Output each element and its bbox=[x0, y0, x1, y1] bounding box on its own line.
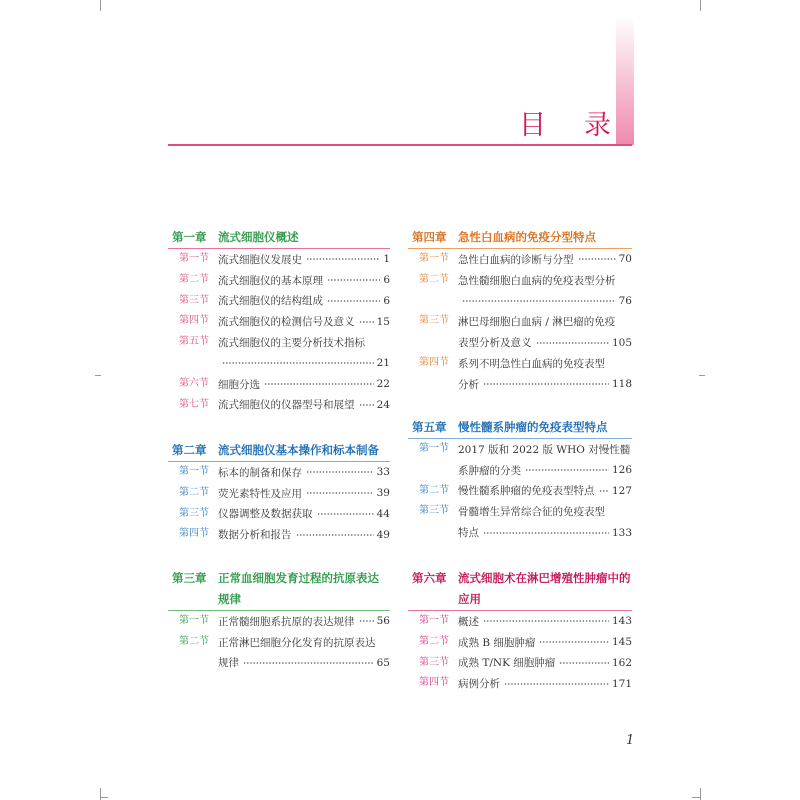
chapter-block bbox=[412, 568, 632, 694]
section-text bbox=[218, 524, 390, 545]
section-title: 规律 bbox=[218, 657, 239, 670]
section-title-line bbox=[218, 249, 390, 270]
dot-leader bbox=[599, 489, 609, 493]
toc-entry bbox=[172, 332, 390, 374]
section-title-line bbox=[458, 291, 632, 312]
crop-mark bbox=[692, 797, 700, 798]
toc-entry bbox=[172, 311, 390, 332]
section-title-line bbox=[218, 462, 390, 483]
dot-leader bbox=[483, 382, 609, 386]
section-text bbox=[458, 501, 632, 543]
chapter-title bbox=[458, 227, 596, 248]
page-reference: 145 bbox=[611, 636, 632, 649]
section-title-line bbox=[458, 374, 632, 395]
chapter-number: 第四章 bbox=[412, 230, 447, 244]
section-title-line bbox=[458, 439, 632, 460]
dot-leader bbox=[306, 470, 374, 474]
section-title-line bbox=[218, 291, 390, 312]
crop-mark bbox=[700, 0, 701, 11]
section-title: 特点 bbox=[458, 527, 479, 540]
section-text bbox=[218, 332, 390, 374]
section-title: 数据分析和报告 bbox=[218, 529, 292, 542]
section-title-line bbox=[218, 353, 390, 374]
section-number: 第七节 bbox=[179, 398, 209, 410]
chapter-number: 第三章 bbox=[172, 571, 207, 585]
toc-entry bbox=[412, 611, 632, 632]
chapter-title-line: 规律 bbox=[218, 592, 241, 606]
chapter-number: 第一章 bbox=[172, 230, 207, 244]
section-title-line bbox=[458, 653, 632, 674]
crop-mark bbox=[100, 788, 101, 800]
section-number: 第四节 bbox=[179, 315, 209, 327]
section-number: 第二节 bbox=[419, 484, 449, 496]
chapter-block bbox=[172, 440, 390, 545]
section-title-line bbox=[458, 311, 632, 332]
section-title-line bbox=[218, 653, 390, 674]
toc-entry bbox=[172, 504, 390, 525]
page-reference: 162 bbox=[611, 656, 632, 669]
section-text bbox=[458, 611, 632, 632]
section-number: 第二节 bbox=[179, 486, 209, 498]
section-title-line bbox=[458, 270, 632, 291]
dot-leader bbox=[243, 661, 374, 665]
page-reference: 22 bbox=[376, 378, 390, 391]
dot-leader bbox=[327, 278, 380, 282]
chapter-heading bbox=[408, 417, 632, 439]
section-title: 分析 bbox=[458, 378, 479, 391]
chapter-heading bbox=[408, 568, 632, 611]
section-title: 细胞分选 bbox=[218, 378, 260, 391]
page-reference: 133 bbox=[611, 526, 632, 539]
section-number: 第三节 bbox=[179, 294, 209, 306]
section-text bbox=[218, 483, 390, 504]
section-text bbox=[458, 249, 632, 270]
page-reference: 6 bbox=[383, 274, 390, 287]
section-title-line bbox=[218, 311, 390, 332]
section-title-line bbox=[218, 395, 390, 416]
chapter-heading bbox=[168, 568, 390, 611]
toc-entry bbox=[172, 395, 390, 416]
chapter-block bbox=[172, 568, 390, 673]
section-title-line bbox=[218, 374, 390, 395]
page-reference: 21 bbox=[376, 357, 390, 370]
toc-entry bbox=[412, 481, 632, 502]
section-number: 第六节 bbox=[179, 377, 209, 389]
section-title-line bbox=[218, 332, 390, 353]
page-reference: 49 bbox=[376, 528, 390, 541]
section-title: 仪器调整及数据获取 bbox=[218, 508, 313, 521]
section-title-line bbox=[458, 522, 632, 543]
section-number: 第二节 bbox=[419, 273, 449, 285]
section-text bbox=[458, 632, 632, 653]
section-text bbox=[458, 353, 632, 395]
dot-leader bbox=[264, 382, 374, 386]
dot-leader bbox=[317, 512, 374, 516]
toc-entry bbox=[172, 483, 390, 504]
dot-leader bbox=[483, 619, 609, 623]
toc-entry bbox=[412, 501, 632, 543]
toc-entry bbox=[172, 462, 390, 483]
section-title-line bbox=[218, 611, 390, 632]
page-reference: 6 bbox=[383, 294, 390, 307]
section-title: 系肿瘤的分类 bbox=[458, 464, 521, 477]
page-reference: 15 bbox=[376, 315, 390, 328]
page-number: 1 bbox=[626, 733, 635, 748]
page-reference: 76 bbox=[618, 294, 632, 307]
page-reference: 105 bbox=[611, 336, 632, 349]
section-text bbox=[218, 249, 390, 270]
section-number: 第二节 bbox=[419, 635, 449, 647]
section-text bbox=[458, 311, 632, 353]
dot-leader bbox=[536, 341, 609, 345]
section-text bbox=[458, 653, 632, 674]
dot-leader bbox=[296, 533, 374, 537]
section-text bbox=[218, 374, 390, 395]
section-title-line bbox=[218, 270, 390, 291]
section-number: 第四节 bbox=[419, 356, 449, 368]
section-title: 流式细胞仪发展史 bbox=[218, 253, 302, 266]
crop-mark bbox=[699, 375, 705, 376]
section-title-line bbox=[458, 673, 632, 694]
section-title-line bbox=[458, 249, 632, 270]
chapter-block bbox=[172, 227, 390, 415]
toc-entry bbox=[412, 270, 632, 312]
section-title: 病例分析 bbox=[458, 678, 500, 691]
section-number: 第五节 bbox=[179, 336, 209, 348]
section-title: 流式细胞仪的仪器型号和展望 bbox=[218, 399, 355, 412]
chapter-number: 第六章 bbox=[412, 571, 447, 585]
toc-entry bbox=[172, 270, 390, 291]
dot-leader bbox=[222, 361, 374, 365]
chapter-title bbox=[458, 417, 608, 438]
section-number: 第四节 bbox=[419, 677, 449, 689]
chapter-heading bbox=[168, 227, 390, 249]
section-title: 流式细胞仪的检测信号及意义 bbox=[218, 316, 355, 329]
section-number: 第一节 bbox=[419, 615, 449, 626]
toc-entry bbox=[412, 673, 632, 694]
toc-entry bbox=[412, 439, 632, 481]
section-title: 标本的制备和保存 bbox=[218, 466, 302, 479]
page-reference: 171 bbox=[611, 677, 632, 690]
toc-entry bbox=[412, 632, 632, 653]
dot-leader bbox=[504, 682, 609, 686]
section-title: 正常淋巴细胞分化发育的抗原表达 bbox=[218, 636, 376, 649]
section-text bbox=[218, 611, 390, 632]
crop-mark bbox=[95, 375, 101, 376]
toc-entry bbox=[172, 524, 390, 545]
section-title-line bbox=[218, 524, 390, 545]
section-text bbox=[218, 462, 390, 483]
chapter-title bbox=[218, 440, 379, 461]
section-title: 慢性髓系肿瘤的免疫表型特点 bbox=[458, 485, 595, 498]
section-number: 第二节 bbox=[179, 635, 209, 647]
chapter-title-line: 应用 bbox=[458, 592, 481, 606]
section-number: 第二节 bbox=[179, 273, 209, 285]
page-reference: 39 bbox=[376, 487, 390, 500]
chapter-title-line: 流式细胞术在淋巴增殖性肿瘤中的 bbox=[458, 571, 631, 585]
chapter-title bbox=[458, 568, 631, 610]
section-title: 成熟 T/NK 细胞肿瘤 bbox=[458, 657, 556, 670]
page-reference: 118 bbox=[611, 378, 632, 391]
dot-leader bbox=[359, 619, 374, 623]
toc-entry bbox=[172, 291, 390, 312]
page-reference: 33 bbox=[376, 466, 390, 479]
page-reference: 127 bbox=[611, 484, 632, 497]
dot-leader bbox=[462, 299, 616, 303]
chapter-number: 第二章 bbox=[172, 443, 207, 457]
dot-leader bbox=[539, 640, 609, 644]
chapter-title bbox=[218, 227, 299, 248]
dot-leader bbox=[359, 320, 374, 324]
section-text bbox=[218, 504, 390, 525]
section-title: 流式细胞仪的结构组成 bbox=[218, 295, 323, 308]
toc-entry bbox=[412, 311, 632, 353]
section-text bbox=[458, 481, 632, 502]
page-title: 目录 bbox=[519, 110, 649, 141]
section-title: 表型分析及意义 bbox=[458, 337, 532, 350]
section-title: 淋巴母细胞白血病 / 淋巴瘤的免疫 bbox=[458, 316, 616, 329]
section-text bbox=[218, 311, 390, 332]
chapter-block bbox=[412, 227, 632, 395]
chapter-title bbox=[218, 568, 379, 610]
chapter-title-line: 急性白血病的免疫分型特点 bbox=[458, 230, 596, 244]
section-text bbox=[218, 395, 390, 416]
page-reference: 65 bbox=[376, 656, 390, 669]
dot-leader bbox=[327, 299, 380, 303]
section-number: 第三节 bbox=[179, 507, 209, 519]
crop-mark bbox=[100, 0, 101, 11]
toc-entry bbox=[172, 249, 390, 270]
chapter-block bbox=[412, 417, 632, 543]
chapter-number: 第五章 bbox=[412, 420, 447, 434]
section-title-line bbox=[458, 460, 632, 481]
dot-leader bbox=[306, 491, 374, 495]
section-title: 骨髓增生异常综合征的免疫表型 bbox=[458, 506, 605, 519]
section-title: 概述 bbox=[458, 615, 479, 628]
section-title: 2017 版和 2022 版 WHO 对慢性髓 bbox=[458, 443, 631, 456]
section-title: 流式细胞仪的主要分析技术指标 bbox=[218, 337, 365, 350]
page-reference: 70 bbox=[618, 253, 632, 266]
dot-leader bbox=[306, 257, 380, 261]
toc-column-right bbox=[412, 0, 635, 800]
chapter-heading bbox=[408, 227, 632, 249]
section-title-line bbox=[458, 481, 632, 502]
crop-mark bbox=[700, 788, 701, 800]
section-text bbox=[218, 291, 390, 312]
section-number: 第四节 bbox=[179, 528, 209, 540]
dot-leader bbox=[359, 403, 374, 407]
chapter-title-line: 正常血细胞发育过程的抗原表达 bbox=[218, 571, 379, 585]
crop-mark bbox=[100, 797, 108, 798]
section-title: 荧光素特性及应用 bbox=[218, 487, 302, 500]
section-title: 流式细胞仪的基本原理 bbox=[218, 274, 323, 287]
toc-column-left bbox=[172, 0, 390, 800]
section-number: 第一节 bbox=[179, 466, 209, 477]
section-title: 系列不明急性白血病的免疫表型 bbox=[458, 357, 605, 370]
page-reference: 126 bbox=[611, 464, 632, 477]
section-number: 第三节 bbox=[419, 315, 449, 327]
chapter-title-line: 慢性髓系肿瘤的免疫表型特点 bbox=[458, 420, 608, 434]
toc-entry bbox=[172, 611, 390, 632]
section-title-line bbox=[458, 611, 632, 632]
toc-entry bbox=[412, 353, 632, 395]
page-reference: 1 bbox=[383, 253, 390, 266]
section-title: 正常髓细胞系抗原的表达规律 bbox=[218, 615, 355, 628]
dot-leader bbox=[578, 257, 616, 261]
section-number: 第一节 bbox=[419, 253, 449, 264]
toc-entry bbox=[412, 653, 632, 674]
section-number: 第一节 bbox=[419, 443, 449, 454]
page-reference: 56 bbox=[376, 615, 390, 628]
chapter-title-line: 流式细胞仪基本操作和标本制备 bbox=[218, 443, 379, 457]
page-reference: 44 bbox=[376, 507, 390, 520]
section-number: 第一节 bbox=[179, 615, 209, 626]
section-text bbox=[218, 632, 390, 674]
page-reference: 24 bbox=[376, 398, 390, 411]
section-title: 成熟 B 细胞肿瘤 bbox=[458, 636, 536, 649]
section-title: 急性白血病的诊断与分型 bbox=[458, 253, 574, 266]
section-title-line bbox=[458, 332, 632, 353]
toc-entry bbox=[172, 374, 390, 395]
toc-entry bbox=[412, 249, 632, 270]
page-reference: 143 bbox=[611, 615, 632, 628]
section-title-line bbox=[458, 353, 632, 374]
section-title-line bbox=[218, 483, 390, 504]
section-title-line bbox=[218, 632, 390, 653]
chapter-heading bbox=[168, 440, 390, 462]
section-title-line bbox=[458, 632, 632, 653]
dot-leader bbox=[483, 531, 609, 535]
section-number: 第三节 bbox=[419, 505, 449, 517]
section-text bbox=[458, 439, 632, 481]
chapter-title-line: 流式细胞仪概述 bbox=[218, 230, 299, 244]
dot-leader bbox=[559, 661, 609, 665]
section-title: 急性髓细胞白血病的免疫表型分析 bbox=[458, 274, 616, 287]
section-number: 第三节 bbox=[419, 656, 449, 668]
section-title-line bbox=[218, 504, 390, 525]
section-title-line bbox=[458, 501, 632, 522]
section-text bbox=[218, 270, 390, 291]
section-text bbox=[458, 673, 632, 694]
dot-leader bbox=[525, 468, 609, 472]
toc-entry bbox=[172, 632, 390, 674]
section-number: 第一节 bbox=[179, 253, 209, 264]
section-text bbox=[458, 270, 632, 312]
